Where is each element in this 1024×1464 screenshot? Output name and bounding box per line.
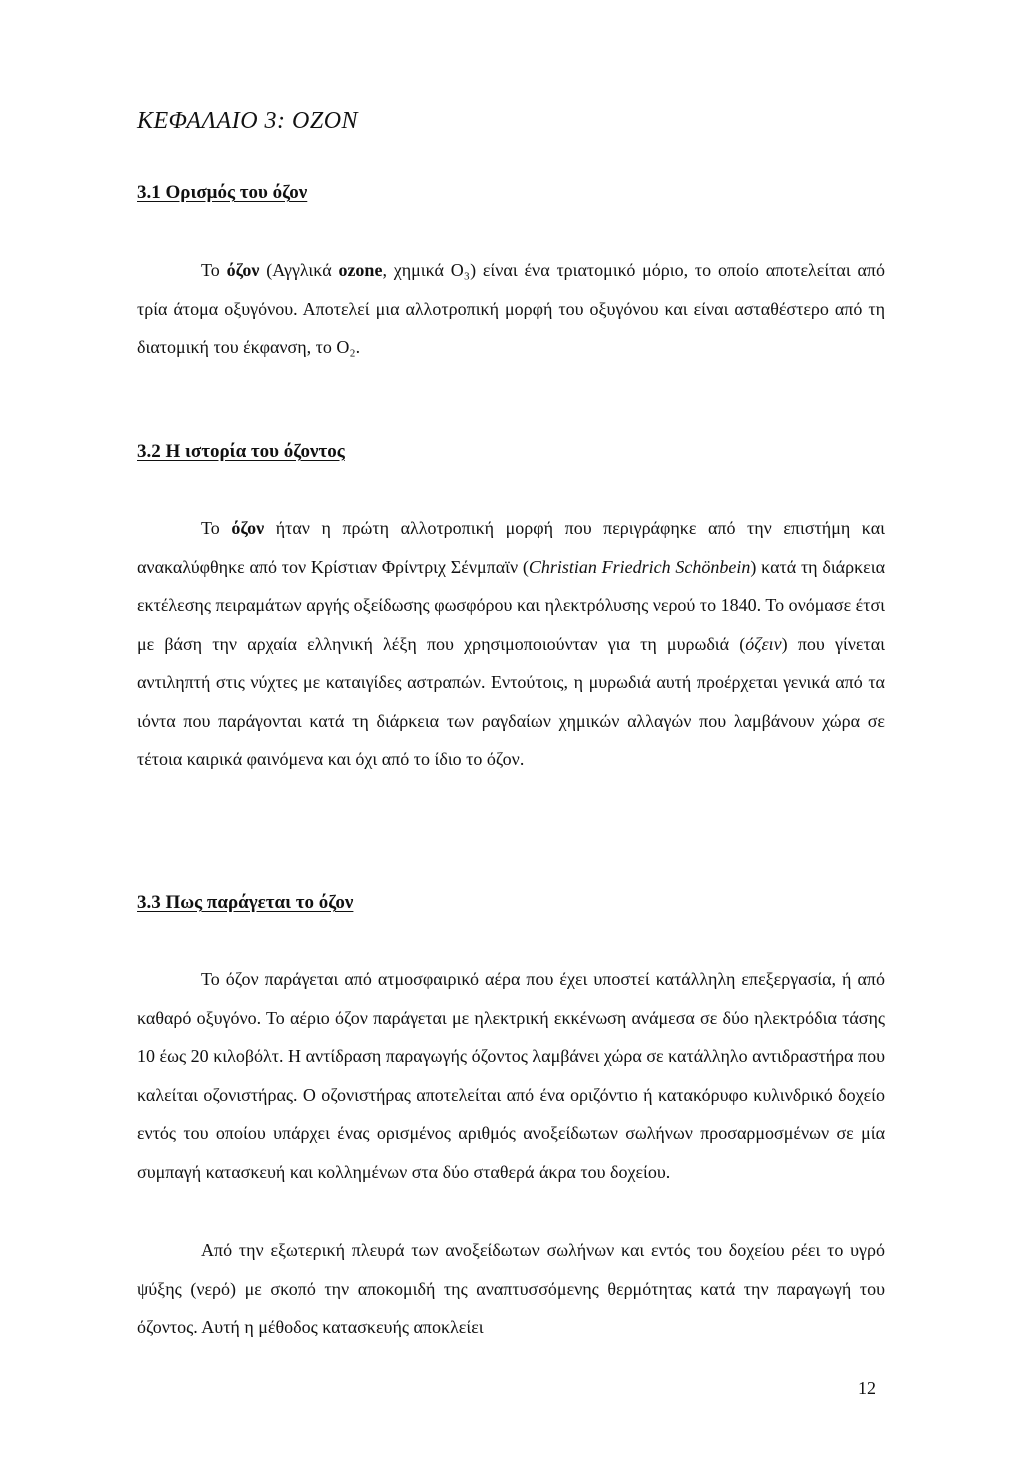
section-3-3-paragraph-2: Από την εξωτερική πλευρά των ανοξείδωτων σωλήνων και εντός του δοχείου ρέει το υγρό ψύξης (νερό) με σκοπό την αποκομιδή της αναπτυσσόμενης θερμότητας κατά την παραγωγή του όζοντος. Αυτή η μέθοδος κατασκευής αποκλείει [137, 1240, 885, 1338]
chapter-title: ΚΕΦΑΛΑΙΟ 3: ΟΖΟΝ [137, 108, 359, 134]
section-3-3-paragraph-1: Το όζον παράγεται από ατμοσφαιρικό αέρα που έχει υποστεί κατάλληλη επεξεργασία, ή από καθαρό οξυγόνο. Το αέριο όζον παράγεται με ηλεκτρική εκκένωση ανάμεσα σε δύο ηλεκτρόδια τάσης 10 έως 20 κιλοβόλτ. Η αντίδραση παραγωγής όζοντος λαμβάνει χώρα σε κατάλληλο αντιδραστήρα που καλείται οζονιστήρας. Ο οζονιστήρας αποτελείται από ένα οριζόντιο ή κατακόρυφο κυλινδρικό δοχείο εντός του οποίου υπάρχει ένας ορισμένος αριθμός ανοξείδωτων σωλήνων προσαρμοσμένων σε μία συμπαγή κατασκευή και κολλημένων στα δύο σταθερά άκρα του δοχείου. [137, 969, 885, 1182]
italic-name: Christian Friedrich Schönbein [528, 556, 751, 577]
text-run: ) που γίνεται αντιληπτή στις νύχτες με καταιγίδες αστραπών. Εντούτοις, η μυρωδιά αυτή προέρχεται γενικά από τα ιόντα που παράγονται κατά τη διάρκεια των ραγδαίων χημικών αλλαγών που λαμβάνουν χώρα σε τέτοια καιρικά φαινόμενα και όχι από το ίδιο το όζον. [137, 633, 886, 769]
term-ozone-english: ozone [338, 260, 383, 280]
section-heading-3-2: 3.2 Η ιστορία του όζοντος [137, 441, 345, 462]
italic-word: όζειν [745, 633, 782, 654]
term-ozone: όζον [226, 260, 260, 280]
text-run: , χημικά O₃) είναι ένα τριατομικό μόριο, το οποίο αποτελείται από τρία άτομα οξυγόνου. Αποτελεί μια αλλοτροπική μορφή του οξυγόνου και είναι ασταθέστερο από τη διατομική του έκφανση, το O₂. [137, 260, 885, 357]
text-run: ) κατά τη διάρκεια εκτέλεσης πειραμάτων αργής οξείδωσης φωσφόρου και ηλεκτρόλυσης νερού το 1840. Το ονόμασε έτσι με βάση την αρχαία ελληνική λέξη που χρησιμοποιούνταν για τη μυρωδιά ( [137, 556, 885, 654]
section-3-1-paragraph [137, 251, 885, 367]
text-run: Το [201, 260, 227, 280]
page-number: 12 [858, 1378, 876, 1398]
term-ozone: όζον [231, 518, 265, 538]
section-heading-3-1: 3.1 Ορισμός του όζον [137, 182, 308, 203]
text-run: Το [201, 518, 232, 538]
text-run: ήταν η πρώτη αλλοτροπική μορφή που περιγράφηκε από την επιστήμη και ανακαλύφθηκε από τον Κρίστιαν Φρίντριχ Σένμπαϊν ( [137, 518, 885, 577]
text-run: (Αγγλικά [259, 260, 339, 280]
section-heading-3-3: 3.3 Πως παράγεται το όζον [137, 892, 354, 913]
section-3-2-paragraph [137, 509, 885, 779]
